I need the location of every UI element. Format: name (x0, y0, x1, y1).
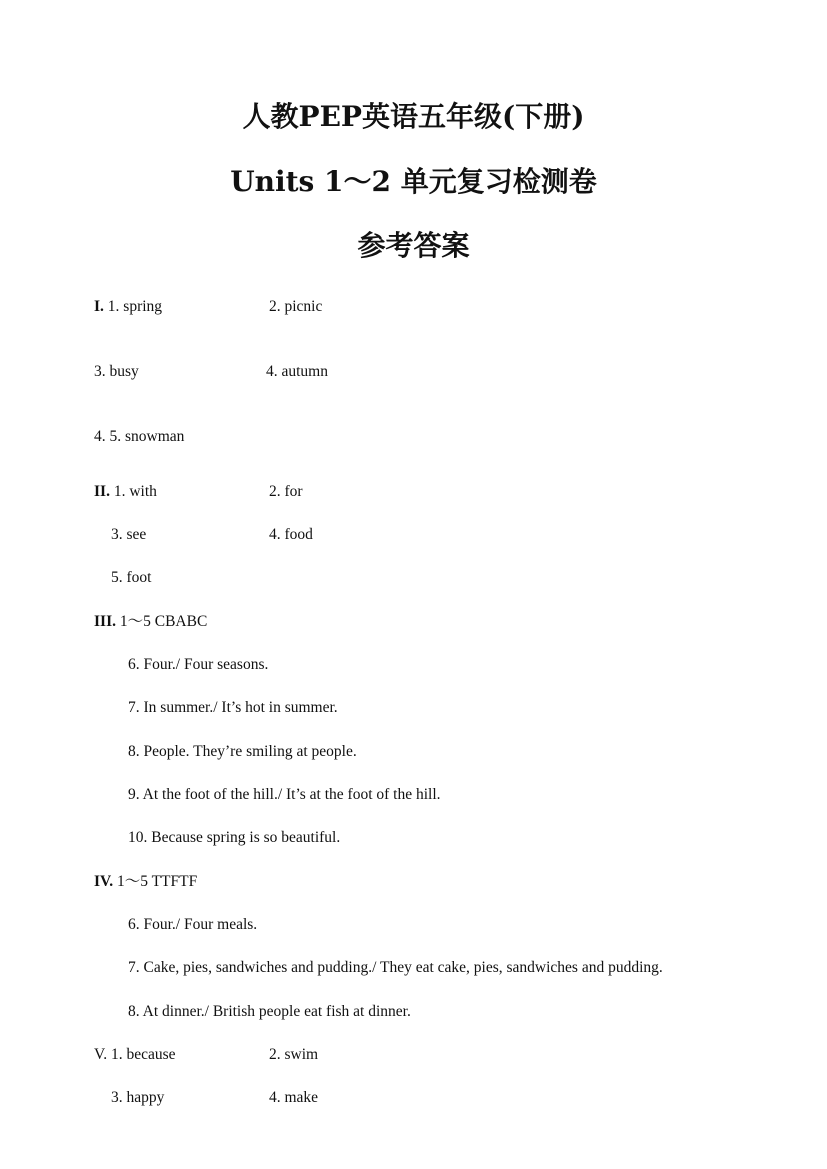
answer-item: 7. Cake, pies, sandwiches and pudding./ They eat cake, pies, sandwiches and pudding. (128, 959, 663, 976)
section-2-row-1 (94, 483, 157, 501)
answer-item: 4. food (269, 526, 313, 543)
section-4-label: IV. (94, 873, 114, 890)
section-1-row-1 (94, 298, 162, 316)
answer-item: 3. happy (111, 1089, 165, 1106)
answer-key-heading: 参考答案 (357, 229, 470, 262)
answer-item: 4. make (269, 1089, 319, 1106)
answer-item: 7. In summer./ It’s hot in summer. (128, 699, 338, 716)
answer-item: 5. foot (111, 569, 152, 586)
document-title: 人教PEP英语五年级(下册) (242, 100, 585, 133)
answer-item: 9. At the foot of the hill./ It’s at the foot of the hill. (128, 786, 441, 803)
answer-item: 6. Four./ Four seasons. (128, 656, 269, 673)
answer-item: 2. for (269, 483, 303, 500)
answer-item: 2. picnic (269, 298, 323, 315)
answer-item: 4. 5. snowman (94, 428, 185, 445)
section-5-row-1 (94, 1046, 176, 1064)
section-2-label: II. (94, 483, 110, 500)
answer-item: 10. Because spring is so beautiful. (128, 829, 341, 846)
answer-item: 1. spring (107, 298, 163, 315)
answer-item: 1. with (113, 483, 157, 500)
section-4-row-1 (94, 873, 197, 891)
answer-item: 1. because (110, 1046, 176, 1063)
document-subtitle: Units 1～2 单元复习检测卷 (230, 165, 597, 198)
section-1-label: I. (94, 298, 104, 315)
answer-item: 1～5 TTFTF (116, 873, 198, 890)
answer-item: 6. Four./ Four meals. (128, 916, 258, 933)
section-5-label: V. (94, 1046, 108, 1063)
answer-item: 8. At dinner./ British people eat fish at dinner. (128, 1003, 411, 1020)
answer-item: 2. swim (269, 1046, 319, 1063)
answer-item: 3. see (111, 526, 147, 543)
answer-item: 4. autumn (266, 363, 328, 380)
answer-item: 3. busy (94, 363, 139, 380)
section-3-row-1 (94, 613, 207, 631)
answer-item: 8. People. They’re smiling at people. (128, 743, 357, 760)
answer-item: 1～5 CBABC (119, 613, 208, 630)
section-3-label: III. (94, 613, 116, 630)
